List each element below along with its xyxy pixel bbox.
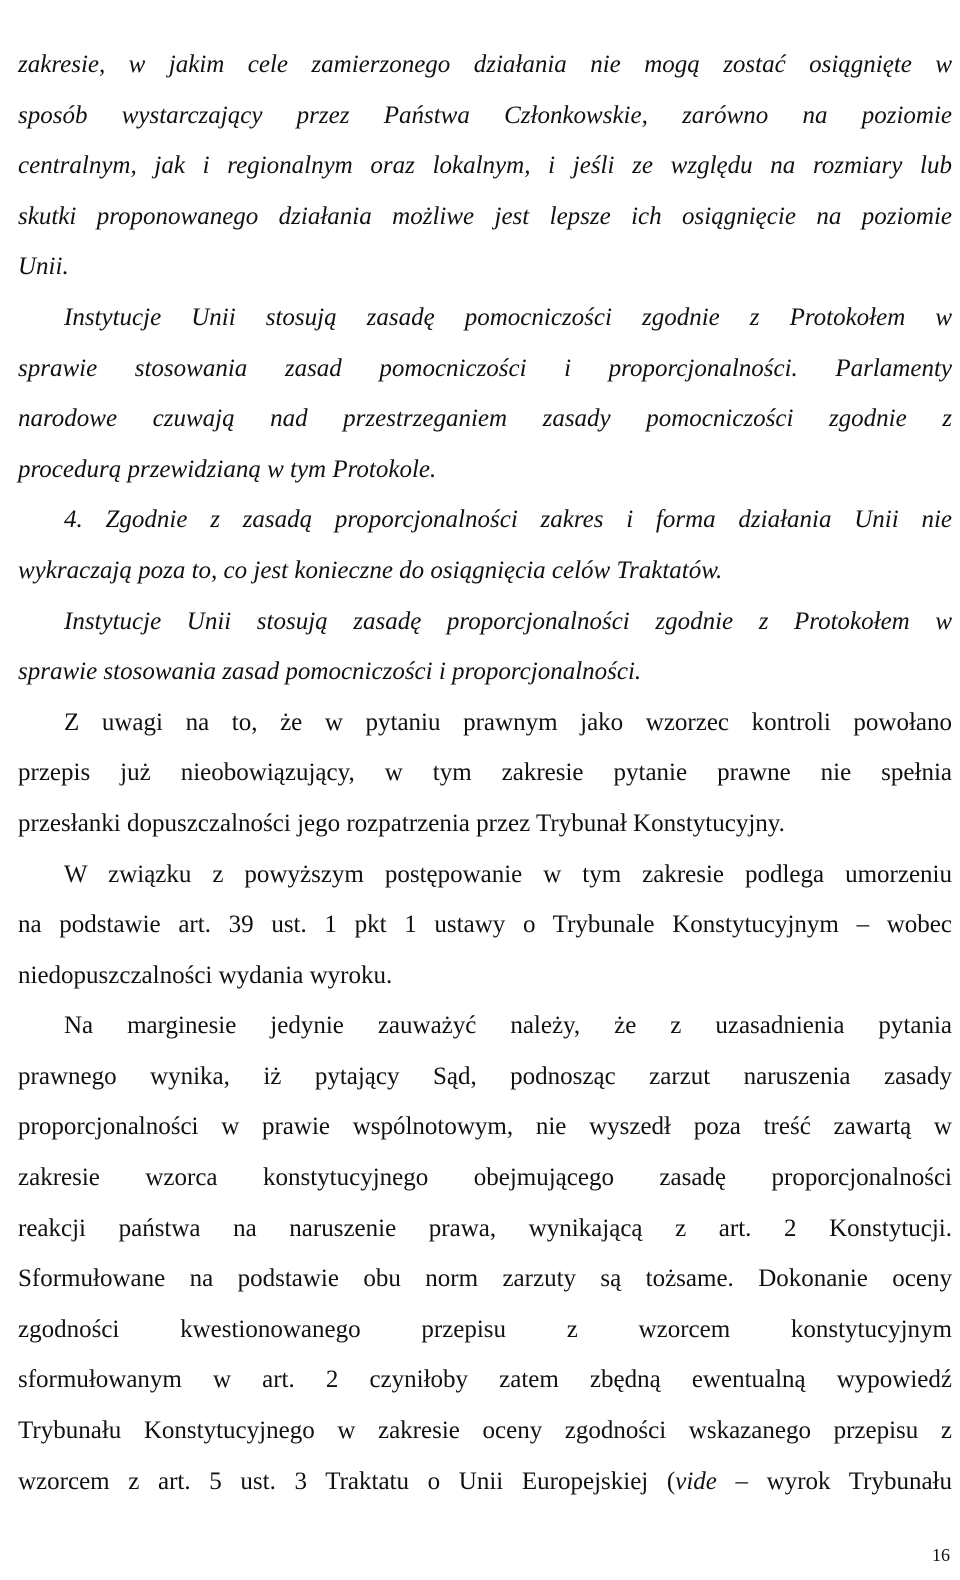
- text-line: Instytucje Unii stosują zasadę pomocniczości zgodnie z Protokołem w: [64, 303, 952, 331]
- text-line: na podstawie art. 39 ust. 1 pkt 1 ustawy o Trybunale Konstytucyjnym – wobec: [18, 911, 952, 939]
- text-line: Trybunału Konstytucyjnego w zakresie oceny zgodności wskazanego przepisu z: [18, 1417, 952, 1445]
- text-line: sprawie stosowania zasad pomocniczości i proporcjonalności. Parlamenty: [18, 354, 952, 382]
- text-line: Z uwagi na to, że w pytaniu prawnym jako wzorzec kontroli powołano: [64, 708, 952, 736]
- text-line: zgodności kwestionowanego przepisu z wzorcem konstytucyjnym: [18, 1315, 952, 1343]
- text-line: zakresie, w jakim cele zamierzonego działania nie mogą zostać osiągnięte w: [18, 51, 952, 78]
- text-line: zakresie wzorca konstytucyjnego obejmującego zasadę proporcjonalności: [18, 1164, 952, 1192]
- text-line: Na marginesie jedynie zauważyć należy, że z uzasadnienia pytania: [64, 1012, 952, 1040]
- page-number: 16: [932, 1545, 950, 1565]
- text-line: przepis już nieobowiązujący, w tym zakresie pytanie prawne nie spełnia: [18, 759, 952, 787]
- text-line: Sformułowane na podstawie obu norm zarzuty są tożsame. Dokonanie oceny: [18, 1265, 952, 1293]
- text-line: procedurą przewidzianą w tym Protokole.: [18, 455, 437, 483]
- document-page: [18, 40, 952, 1507]
- text-line-last: [18, 1457, 952, 1508]
- text-line: przesłanki dopuszczalności jego rozpatrzenia przez Trybunał Konstytucyjny.: [18, 809, 785, 837]
- text-line: W związku z powyższym postępowanie w tym zakresie podlega umorzeniu: [64, 860, 952, 888]
- text-line: reakcji państwa na naruszenie prawa, wynikającą z art. 2 Konstytucji.: [18, 1214, 952, 1242]
- text-line: niedopuszczalności wydania wyroku.: [18, 961, 393, 989]
- text-line: prawnego wynika, iż pytający Sąd, podnosząc zarzut naruszenia zasady: [18, 1062, 952, 1090]
- text-line: proporcjonalności w prawie wspólnotowym, nie wyszedł poza treść zawartą w: [18, 1113, 952, 1141]
- quoted-treaty-text: [18, 40, 952, 698]
- text-line: sposób wystarczający przez Państwa Członkowskie, zarówno na poziomie: [18, 101, 952, 129]
- text-line: centralnym, jak i regionalnym oraz lokalnym, i jeśli ze względu na rozmiary lub: [18, 152, 952, 180]
- text-segment-italic: vide: [675, 1467, 717, 1495]
- text-line: sprawie stosowania zasad pomocniczości i proporcjonalności.: [18, 658, 642, 686]
- text-line: Unii.: [18, 253, 69, 281]
- text-line: narodowe czuwają nad przestrzeganiem zasady pomocniczości zgodnie z: [18, 405, 952, 433]
- text-segment: – wyrok Trybunału: [716, 1467, 952, 1495]
- text-line: wykraczają poza to, co jest konieczne do osiągnięcia celów Traktatów.: [18, 556, 723, 584]
- court-reasoning-text: [18, 698, 952, 1508]
- text-segment: wzorcem z art. 5 ust. 3 Traktatu o Unii Europejskiej (: [18, 1467, 676, 1495]
- text-line: 4. Zgodnie z zasadą proporcjonalności zakres i forma działania Unii nie: [64, 506, 952, 534]
- text-line: Instytucje Unii stosują zasadę proporcjonalności zgodnie z Protokołem w: [64, 607, 952, 635]
- text-line: skutki proponowanego działania możliwe jest lepsze ich osiągnięcie na poziomie: [18, 202, 952, 230]
- text-line: sformułowanym w art. 2 czyniłoby zatem zbędną ewentualną wypowiedź: [18, 1366, 952, 1394]
